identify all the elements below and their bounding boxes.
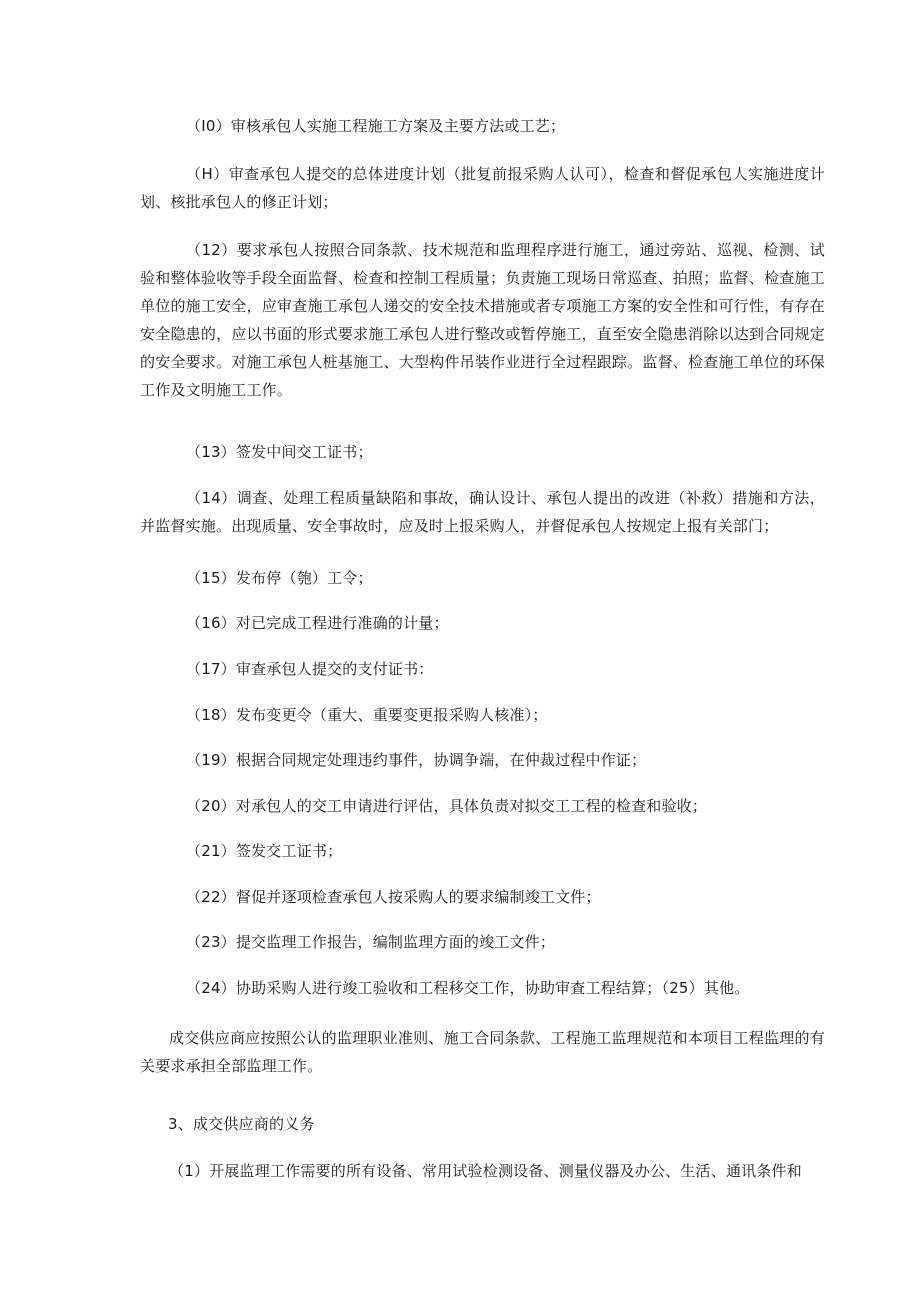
- clause-20: （20）对承包人的交工申请进行评估，具体负责对拟交工工程的检查和验收；: [186, 797, 708, 815]
- clause-10: （I0）审核承包人实施工程施工方案及主要方法或工艺；: [186, 117, 566, 135]
- summary-paragraph: 成交供应商应按照公认的监理职业准则、施工合同条款、工程施工监理规范和本项目工程监理的有关要求承担全部监理工作。: [140, 1029, 825, 1075]
- section-heading: 3、成交供应商的义务: [168, 1115, 315, 1133]
- clause-23: （23）提交监理工作报告，编制监理方面的竣工文件；: [186, 933, 556, 951]
- clause-12: （12）要求承包人按照合同条款、技术规范和监理程序进行施工，通过旁站、巡视、检测、试验和整体验收等手段全面监督、检查和控制工程质量；负责施工现场日常巡查、拍照；监督、检查施工单位的施工安全，应审查施工承包人递交的安全技术措施或者专项施工方案的安全性和可行性，有存在安全隐患的，应以书面的形式要求施工承包人进行整改或暂停施工，直至安全隐患消除以达到合同规定的安全要求。对施工承包人桩基施工、大型构件吊装作业进行全过程跟踪。监督、检查施工单位的环保工作及文明施工工作。: [140, 241, 825, 399]
- clause-14: （14）调查、处理工程质量缺陷和事故，确认设计、承包人提出的改进（补救）措施和方法，并监督实施。出现质量、安全事故时，应及时上报采购人，并督促承包人按规定上报有关部门；: [140, 489, 825, 535]
- clause-18: （18）发布变更令（重大、重要变更报采购人核准）；: [186, 706, 548, 724]
- clause-15: （15）发布停（匏）工令；: [186, 569, 373, 587]
- obligation-1: （1）开展监理工作需要的所有设备、常用试验检测设备、测量仪器及办公、生活、通讯条件和: [169, 1162, 802, 1180]
- clause-22: （22）督促并逐项检查承包人按采购人的要求编制竣工文件；: [186, 888, 601, 906]
- clause-16: （16）对已完成工程进行准确的计量；: [186, 614, 449, 632]
- clause-17: （17）审查承包人提交的支付证书：: [186, 660, 434, 678]
- clause-24-25: （24）协助采购人进行竣工验收和工程移交工作，协助审查工程结算；（25）其他。: [186, 979, 750, 997]
- clause-19: （19）根据合同规定处理违约事件，协调争端，在仲裁过程中作证；: [186, 751, 647, 769]
- clause-21: （21）签发交工证书；: [186, 842, 343, 860]
- clause-11: （H）审查承包人提交的总体进度计划（批复前报采购人认可），检查和督促承包人实施进度计划、核批承包人的修正计划；: [140, 165, 825, 211]
- clause-13: （13）签发中间交工证书；: [186, 443, 373, 461]
